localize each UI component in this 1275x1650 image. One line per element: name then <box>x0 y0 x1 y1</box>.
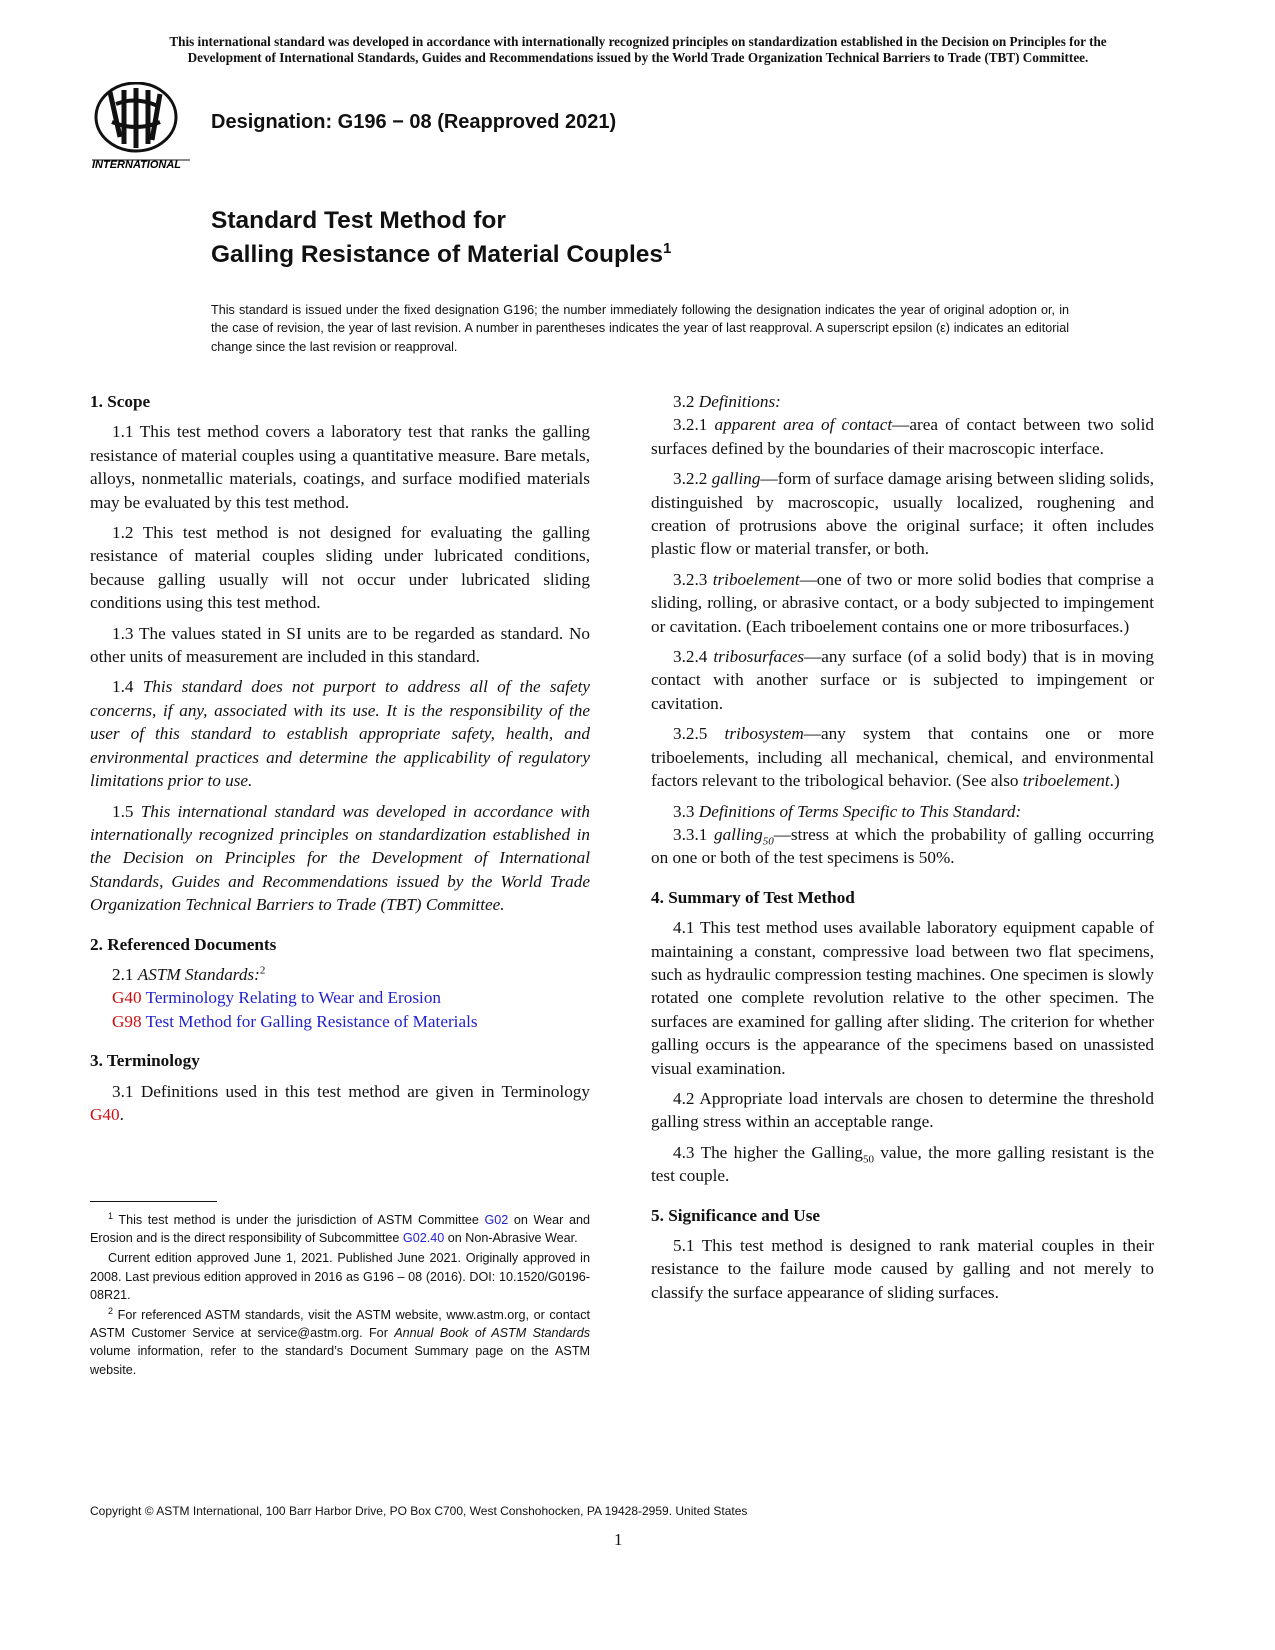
title-line-2: Galling Resistance of Material Couples$^1$ <box>211 239 672 268</box>
terminology-g40-link[interactable]: G40 <box>90 1104 120 1124</box>
notice-line-2: Development of International Standards, Guides and Recommendations issued by the World Trade Organization Technical Barriers to Trade (TBT) Committee. <box>187 50 1089 65</box>
section-heading-summary: 4. Summary of Test Method <box>651 887 855 907</box>
subcommittee-g02-40-link[interactable]: G02.40 <box>402 1231 445 1246</box>
issue-note: This standard is issued under the fixed designation G196; the number immediately following the designation indicates the year of original adoption or, in the case of revision, the year of last revision. A number in parentheses indicates the year of last reapproval. A superscript epsilon (ε) indicates an editorial change since the last revision or reapproval. <box>211 303 1069 354</box>
international-standard-notice <box>88 34 1188 66</box>
paragraph-4-2: 4.2 Appropriate load intervals are chosen to determine the threshold galling stress within an acceptable range. <box>651 1088 1154 1132</box>
paragraph-5-1: 5.1 This test method is designed to rank material couples in their resistance to the failure mode caused by galling and not merely to classify the surface appearance of sliding surfaces. <box>651 1236 1154 1302</box>
footnote-divider <box>90 1201 217 1202</box>
document-title <box>211 204 671 272</box>
astm-international-logo <box>90 82 194 172</box>
paragraph-1-2: 1.2 This test method is not designed for evaluating the galling resistance of material couples sliding under lubricated conditions, because galling usually will not occur under lubricated sliding conditions using this test method. <box>90 523 590 613</box>
section-heading-referenced-documents: 2. Referenced Documents <box>90 934 277 954</box>
paragraph-3-2-3: 3.2.3 triboelement—one of two or more solid bodies that comprise a sliding, rolling, or abrasive contact, or a body subjected to impingement or cavitation. (Each triboelement contains one or more tribosurfaces.) <box>651 569 1154 636</box>
logo-wordmark: INTERNATIONAL <box>92 159 182 171</box>
footnote-1-edition: Current edition approved June 1, 2021. Published June 2021. Originally approved in 2008. Last previous edition approved in 2016 as G196 – 08 (2016). DOI: 10.1520/G0196-08R21. <box>90 1251 590 1302</box>
paragraph-1-5: 1.5 This international standard was developed in accordance with internationally recognized principles on standardization established in the Decision on Principles for the Development of International Standards, Guides and Recommendations issued by the World Trade Organization Technical Barriers to Trade (TBT) Committee. <box>90 801 590 915</box>
right-column <box>651 390 1154 1311</box>
paragraph-3-1: 3.1 Definitions used in this test method are given in Terminology G40. <box>90 1081 590 1124</box>
footnote-1: $^1$ This test method is under the jurisdiction of ASTM Committee G02 on Wear and Erosion and is the direct responsibility of Subcommittee G02.40 on Non-Abrasive Wear. <box>90 1210 590 1246</box>
paragraph-3-2: 3.2 Definitions: <box>673 392 781 411</box>
title-line-1: Standard Test Method for <box>211 207 506 234</box>
paragraph-1-4: 1.4 This standard does not purport to address all of the safety concerns, if any, associated with its use. It is the responsibility of the user of this standard to establish appropriate safety, health, and environmental practices and determine the applicability of regulatory limitations prior to use. <box>90 677 591 791</box>
paragraph-2-1: 2.1 ASTM Standards:$^2$ <box>112 964 266 984</box>
paragraph-1-1: 1.1 This test method covers a laboratory test that ranks the galling resistance of material couples using a quantitative measure. Bare metals, alloys, nonmetallic materials, coatings, and surface modified materials may be evaluated by this test method. <box>90 422 590 512</box>
footnote-2: $^2$ For referenced ASTM standards, visit the ASTM website, www.astm.org, or contact ASTM Customer Service at service@astm.org. For Annual Book of ASTM Standards volume information, refer to the standard’s Document Summary page on the ASTM website. <box>90 1305 591 1377</box>
section-heading-terminology: 3. Terminology <box>90 1051 200 1071</box>
section-heading-significance: 5. Significance and Use <box>651 1205 821 1225</box>
paragraph-3-3-1: 3.3.1 galling$_{50}$—stress at which the probability of galling occurring on one or both of the test specimens is 50%. <box>651 824 1155 868</box>
left-column <box>90 390 590 1133</box>
title-footnote-mark: 1 <box>663 239 672 257</box>
paragraph-3-2-1: 3.2.1 apparent area of contact—area of contact between two solid surfaces defined by the boundaries of their macroscopic interface. <box>651 415 1155 458</box>
paragraph-4-1: 4.1 This test method uses available laboratory equipment capable of maintaining a constant, compressive load between two flat specimens, such as hydraulic compression testing machines. One specimen is slowly rotated one complete revolution relative to the other specimen. The surfaces are examined for galling after sliding. The criterion for whether galling occurs is the appearance of the specimens based on unassisted visual examination. <box>651 918 1154 1078</box>
copyright-line: Copyright © ASTM International, 100 Barr Harbor Drive, PO Box C700, West Conshohocken, PA 19428-2959. United States <box>90 1504 748 1518</box>
section-heading-scope: 1. Scope <box>90 392 151 411</box>
paragraph-4-3: 4.3 The higher the Galling$_{50}$ value, the more galling resistant is the test couple. <box>651 1142 1154 1186</box>
paragraph-3-2-5: 3.2.5 tribosystem—any system that contains one or more triboelements, including all mechanical, chemical, and environmental factors relevant to the tribological behavior. (See also triboelement.) <box>651 724 1155 791</box>
paragraph-3-2-4: 3.2.4 tribosurfaces—any surface (of a solid body) that is in moving contact with another surface or is subjected to impingement or cavitation. <box>651 647 1154 713</box>
reference-g98-link[interactable]: G98 Test Method for Galling Resistance of Materials <box>112 1011 478 1031</box>
committee-g02-link[interactable]: G02 <box>484 1213 509 1227</box>
designation: Designation: G196 − 08 (Reapproved 2021) <box>211 111 617 133</box>
paragraph-3-3: 3.3 Definitions of Terms Specific to This Standard: <box>673 801 1022 821</box>
notice-line-1: This international standard was developed in accordance with internationally recognized principles on standardization established in the Decision on Principles for the <box>169 34 1107 49</box>
footnotes <box>90 1211 590 1381</box>
paragraph-1-3: 1.3 The values stated in SI units are to be regarded as standard. No other units of measurement are included in this standard. <box>90 623 590 667</box>
reference-g40-link[interactable]: G40 Terminology Relating to Wear and Erosion <box>112 988 442 1008</box>
page-number: 1 <box>614 1530 623 1549</box>
paragraph-3-2-2: 3.2.2 galling—form of surface damage arising between sliding solids, distinguished by macroscopic, usually localized, roughening and creation of protrusions above the original surface; it often includes plastic flow or material transfer, or both. <box>651 469 1154 559</box>
